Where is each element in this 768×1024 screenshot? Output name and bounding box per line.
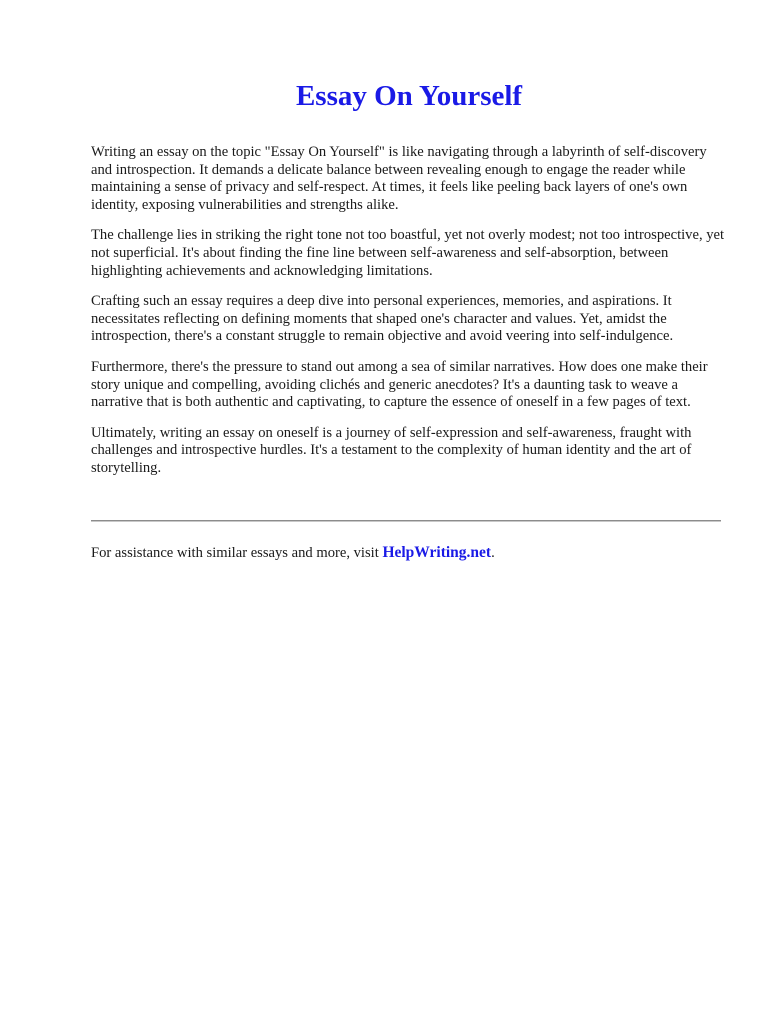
paragraph-4: Furthermore, there's the pressure to stand out among a sea of similar narratives. How does one make their story unique and compelling, avoiding clichés and generic anecdotes? It's a daunting task to weave a narrative that is both authentic and captivating, to capture the essence of oneself in a few pages of text.	[91, 358, 708, 411]
essay-body	[91, 144, 731, 491]
page-title: Essay On Yourself	[295, 80, 523, 112]
horizontal-divider	[91, 520, 721, 522]
paragraph-1: Writing an essay on the topic "Essay On Yourself" is like navigating through a labyrinth of self-discovery and introspection. It demands a delicate balance between revealing enough to engage the reader while maintaining a sense of privacy and self-respect. At times, it feels like peeling back layers of one's own identity, exposing vulnerabilities and strengths alike.	[91, 144, 707, 213]
paragraph-3: Crafting such an essay requires a deep dive into personal experiences, memories, and aspirations. It necessitates reflecting on defining moments that shaped one's character and values. Yet, amidst the introspection, there's a constant struggle to remain objective and avoid veering into self-indulgence.	[91, 293, 674, 345]
paragraph-5: Ultimately, writing an essay on oneself is a journey of self-expression and self-awareness, fraught with challenges and introspective hurdles. It's a testament to the complexity of human identity and the art of storytelling.	[91, 424, 692, 476]
helpwriting-link[interactable]: HelpWriting.net	[382, 544, 492, 561]
footer-prefix: For assistance with similar essays and more, visit	[91, 545, 383, 561]
footer-note	[91, 544, 495, 562]
paragraph-2: The challenge lies in striking the right tone not too boastful, yet not overly modest; not too introspective, yet not superficial. It's about finding the fine line between self-awareness and self-absorption, between highlighting achievements and acknowledging limitations.	[91, 227, 725, 279]
footer-suffix: .	[491, 545, 495, 561]
